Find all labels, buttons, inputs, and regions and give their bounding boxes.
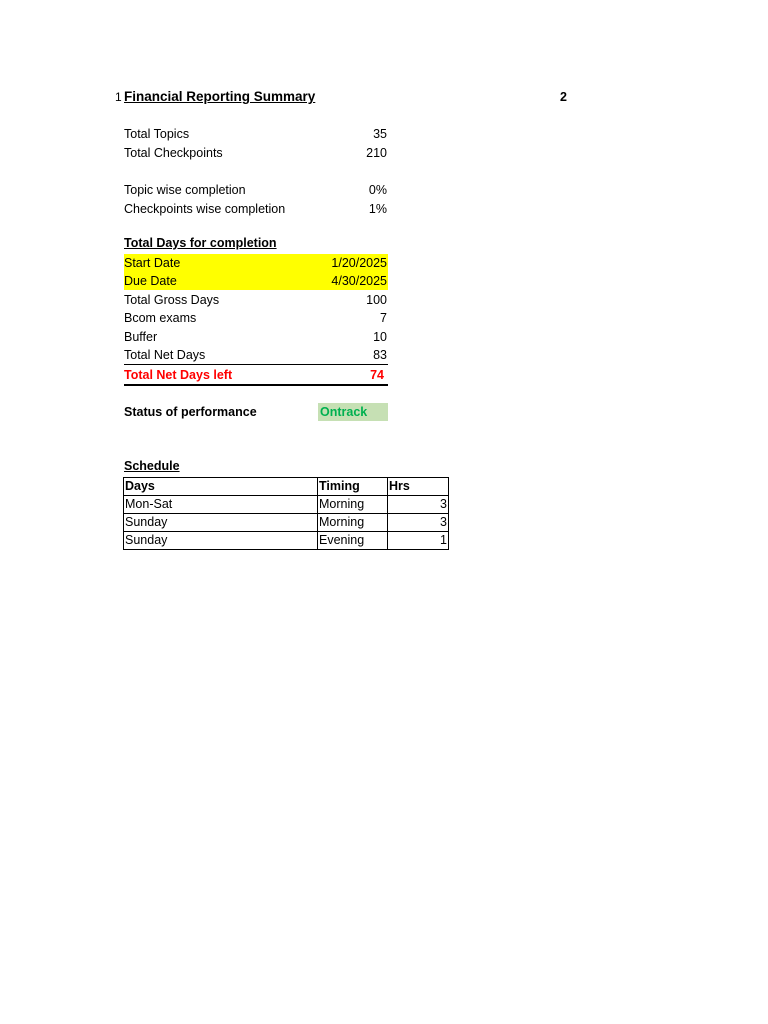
net-days-left-row — [124, 366, 388, 386]
schedule-day-cell: Mon-Sat — [124, 496, 318, 514]
schedule-hrs-cell: 1 — [388, 532, 449, 550]
net-days-row — [124, 346, 388, 365]
gross-days-label: Total Gross Days — [124, 293, 220, 307]
total-checkpoints-value: 210 — [366, 146, 387, 160]
status-badge: Ontrack — [318, 403, 388, 421]
schedule-timing-cell: Evening — [318, 532, 388, 550]
buffer-row — [124, 328, 388, 346]
days-heading: Total Days for completion — [124, 236, 277, 250]
total-topics-label: Total Topics — [124, 127, 190, 141]
schedule-day-cell: Sunday — [124, 532, 318, 550]
exams-row — [124, 309, 388, 327]
net-days-left-value: 74 — [370, 368, 384, 382]
start-date-row — [124, 254, 388, 272]
schedule-heading: Schedule — [124, 459, 180, 473]
exams-label: Bcom exams — [124, 311, 197, 325]
total-topics-row — [124, 125, 388, 143]
page-number-left: 1 — [115, 90, 122, 104]
table-row — [124, 514, 449, 532]
net-days-left-label: Total Net Days left — [124, 368, 233, 382]
due-date-row — [124, 272, 388, 290]
topic-completion-row — [124, 181, 388, 199]
status-label: Status of performance — [124, 405, 257, 419]
gross-days-row — [124, 291, 388, 309]
start-date-label: Start Date — [124, 256, 181, 270]
net-days-value: 83 — [373, 348, 387, 362]
schedule-timing-cell: Morning — [318, 496, 388, 514]
buffer-value: 10 — [373, 330, 387, 344]
topic-completion-value: 0% — [368, 183, 387, 197]
column-header-hrs: Hrs — [388, 478, 449, 496]
schedule-hrs-cell: 3 — [388, 514, 449, 532]
topic-completion-label: Topic wise completion — [124, 183, 246, 197]
due-date-label: Due Date — [124, 274, 177, 288]
checkpoint-completion-label: Checkpoints wise completion — [124, 202, 286, 216]
column-header-timing: Timing — [318, 478, 388, 496]
schedule-day-cell: Sunday — [124, 514, 318, 532]
gross-days-value: 100 — [366, 293, 387, 307]
start-date-value: 1/20/2025 — [331, 256, 387, 270]
schedule-header-row — [124, 478, 449, 496]
schedule-hrs-cell: 3 — [388, 496, 449, 514]
total-topics-value: 35 — [373, 127, 387, 141]
schedule-timing-cell: Morning — [318, 514, 388, 532]
table-row — [124, 532, 449, 550]
total-checkpoints-label: Total Checkpoints — [124, 146, 223, 160]
schedule-table — [123, 477, 449, 550]
exams-value: 7 — [380, 311, 387, 325]
column-header-days: Days — [124, 478, 318, 496]
page-title: Financial Reporting Summary — [124, 89, 316, 104]
table-row — [124, 496, 449, 514]
due-date-value: 4/30/2025 — [331, 274, 387, 288]
net-days-label: Total Net Days — [124, 348, 206, 362]
page-number-right: 2 — [560, 90, 567, 104]
buffer-label: Buffer — [124, 330, 158, 344]
checkpoint-completion-value: 1% — [368, 202, 387, 216]
total-checkpoints-row — [124, 144, 388, 162]
checkpoint-completion-row — [124, 200, 388, 218]
